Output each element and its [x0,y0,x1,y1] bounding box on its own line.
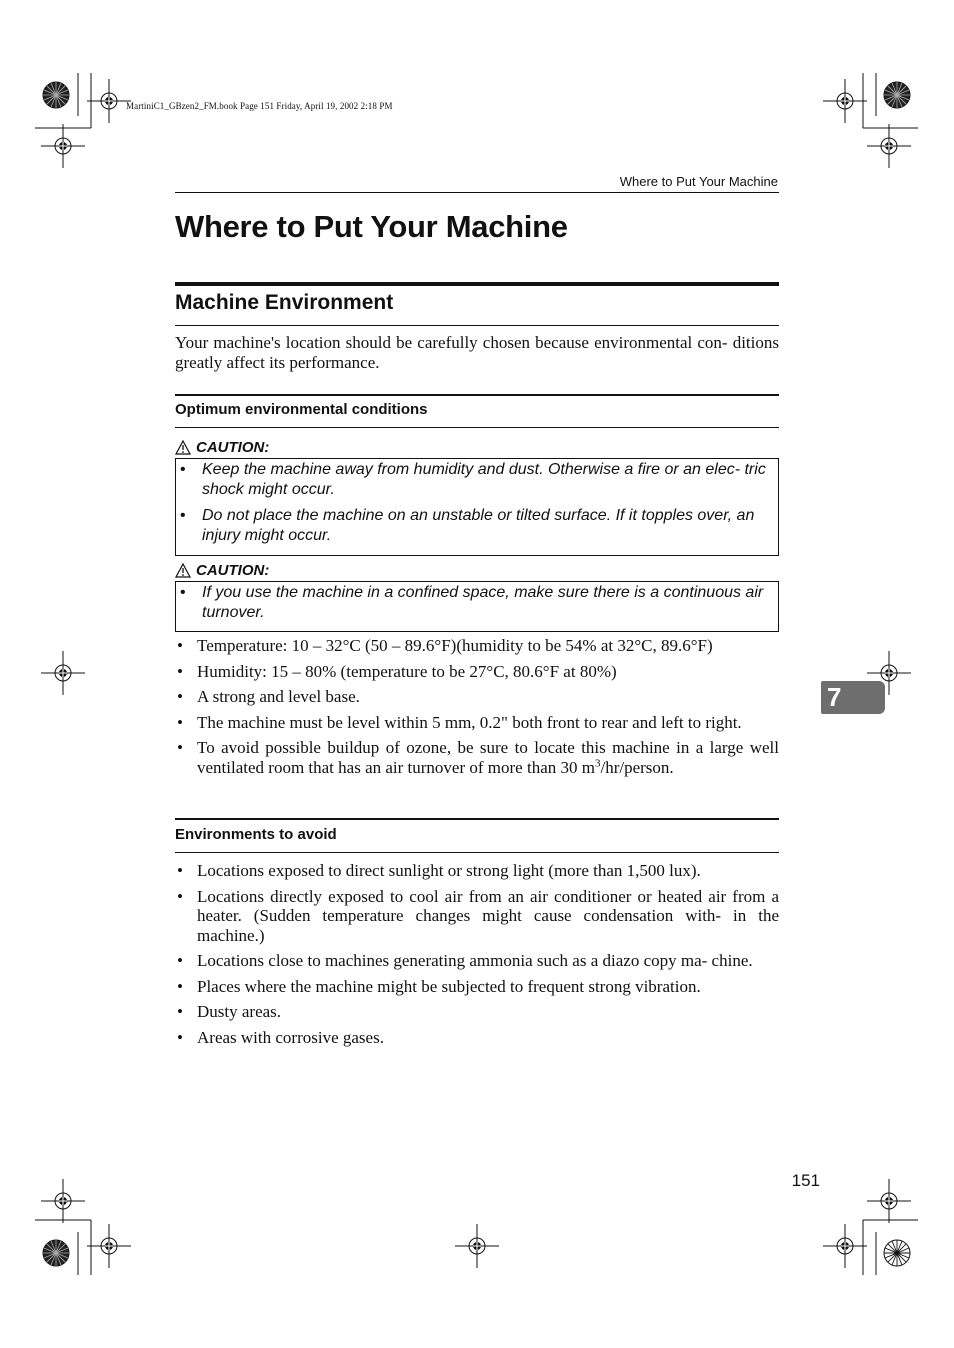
intro-paragraph: Your machine's location should be carefully chosen because environmental con- ditions greatly affect its performance. [175,333,779,372]
subhead-rule-bottom [175,852,779,853]
running-head: Where to Put Your Machine [619,174,778,189]
list-item [175,861,779,881]
caution-box-2 [175,581,779,632]
list-item-text: Locations exposed to direct sunlight or strong light (more than 1,500 lux). [197,861,701,880]
bullet: • [177,636,183,655]
caution-text: CAUTION: [196,439,270,456]
list-item [175,977,779,997]
list-item-text: Locations close to machines generating ammonia such as a diazo copy ma- chine. [197,951,753,970]
subhead-rule-top [175,818,779,820]
avoid-heading: Environments to avoid [175,826,337,843]
list-item-text: Locations directly exposed to cool air from an air conditioner or heated air from a heater. (Sudden temperature changes might cause condensation with- in the machine.) [197,886,779,945]
caution-item-text: If you use the machine in a confined space, make sure there is a continuous air turnover. [202,584,764,621]
caution-text: CAUTION: [196,562,270,579]
avoid-list [175,861,779,1047]
bullet: • [177,738,183,757]
list-item-text: Places where the machine might be subjected to frequent strong vibration. [197,976,701,996]
chapter-tab: 7 [821,681,885,714]
caution-item-text: Do not place the machine on an unstable or tilted surface. If it topples over, an injury might occur. [202,507,755,544]
conditions-list [175,636,779,777]
caution-label-1 [175,439,269,456]
bullet: • [180,507,186,524]
optimum-heading: Optimum environmental conditions [175,401,428,418]
list-item [175,951,779,971]
book-slug: MartiniC1_GBzen2_FM.book Page 151 Friday, April 19, 2002 2:18 PM [126,101,393,111]
list-item [175,887,779,946]
bullet: • [177,886,183,906]
bullet: • [180,584,186,601]
ozone-text-end: /hr/person. [600,757,674,777]
bullet: • [177,1027,183,1047]
caution-item [176,460,778,500]
bullet: • [177,661,183,681]
list-item [175,1028,779,1048]
bullet: • [177,861,183,880]
list-item-text: The machine must be level within 5 mm, 0.2" both front to rear and left to right. [197,712,742,732]
list-item-text: Areas with corrosive gases. [197,1027,384,1047]
page-title: Where to Put Your Machine [175,209,568,244]
list-item [175,1002,779,1022]
bullet: • [180,461,186,478]
list-item-text: A strong and level base. [197,687,360,706]
superscript: 3 [594,756,601,769]
bullet: • [177,687,183,706]
list-item [175,662,779,682]
warning-triangle-icon [175,563,191,578]
caution-label-2 [175,562,269,579]
bullet: • [177,976,183,996]
caution-item [176,583,778,623]
list-item [175,713,779,733]
bullet: • [177,951,183,970]
subhead-rule-top [175,394,779,396]
list-item-text: Temperature: 10 – 32°C (50 – 89.6°F)(humidity to be 54% at 32°C, 89.6°F) [197,636,713,655]
list-item [175,687,779,707]
section-title: Machine Environment [175,291,394,314]
caution-item-text: Keep the machine away from humidity and dust. Otherwise a fire or an elec- tric shock might occur. [202,461,766,498]
list-item-text: Humidity: 15 – 80% (temperature to be 27°C, 80.6°F at 80%) [197,661,617,681]
list-item-ozone [175,738,779,777]
section-rule-bottom [175,325,779,326]
bullet: • [177,712,183,732]
subhead-rule-bottom [175,427,779,428]
caution-item [176,506,778,546]
ozone-text: To avoid possible buildup of ozone, be sure to locate this machine in a large well ventilated room that has an air turnover of more than 30 m [197,738,779,777]
header-rule [175,192,779,193]
list-item [175,636,779,656]
list-item-text: Dusty areas. [197,1002,282,1021]
page-number: 151 [791,1171,820,1190]
section-rule-top [175,282,779,286]
caution-box-1 [175,458,779,556]
bullet: • [177,1002,183,1021]
warning-triangle-icon [175,440,191,455]
